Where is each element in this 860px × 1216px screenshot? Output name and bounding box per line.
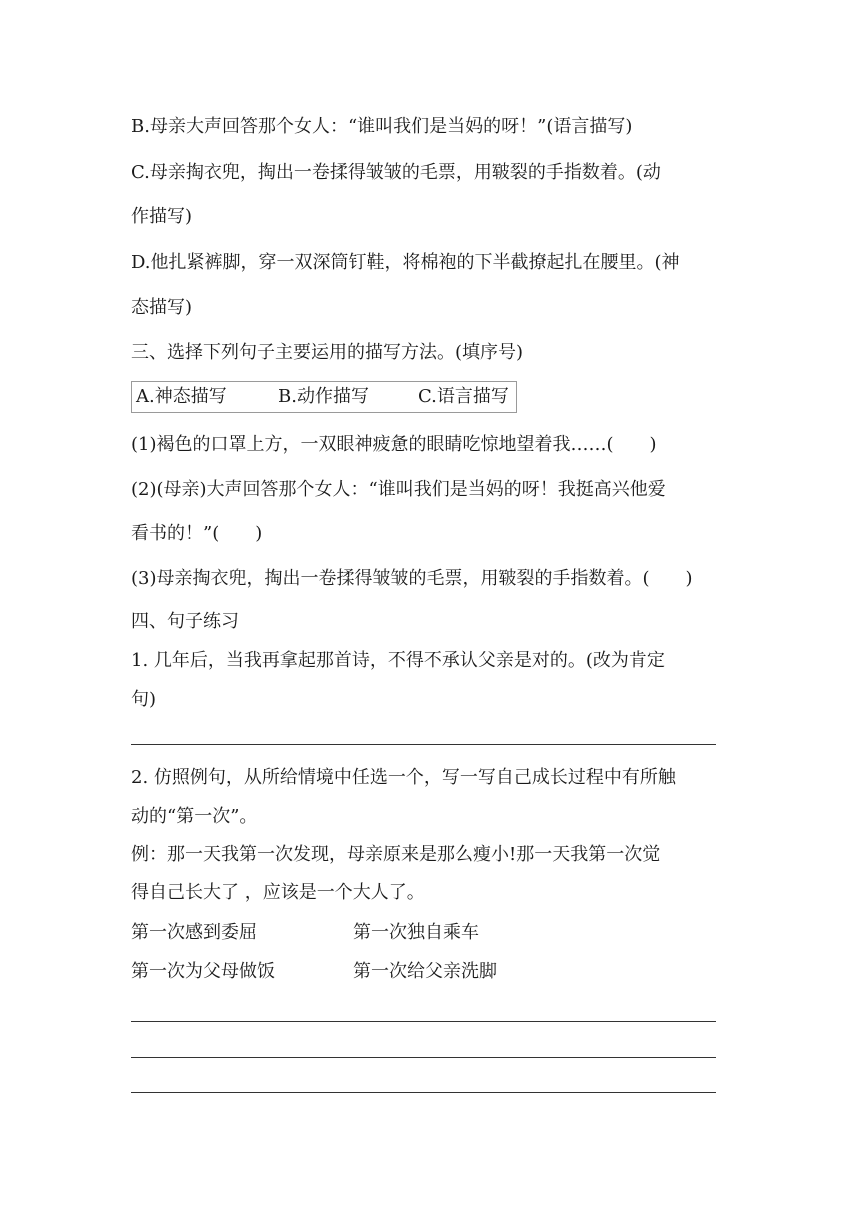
option-c: C.语言描写	[418, 386, 509, 407]
section4-heading: 四、句子练习	[131, 611, 239, 632]
s3-question-1: (1)褐色的口罩上方，一双眼神疲惫的眼睛吃惊地望着我……( )	[131, 434, 657, 455]
option-b: B.动作描写	[278, 386, 369, 407]
s4-question-1-line2: 句)	[131, 689, 157, 710]
option-a: A.神态描写	[136, 386, 227, 407]
situation-3: 第一次为父母做饭	[131, 961, 275, 982]
answer-line-4[interactable]	[131, 1092, 716, 1093]
situation-4: 第一次给父亲洗脚	[353, 961, 497, 982]
answer-line-2[interactable]	[131, 1021, 716, 1022]
answer-line-1[interactable]	[131, 744, 716, 745]
section3-heading: 三、选择下列句子主要运用的描写方法。(填序号)	[131, 342, 524, 363]
answer-line-3[interactable]	[131, 1057, 716, 1058]
s3-question-2-line1: (2)(母亲)大声回答那个女人：“谁叫我们是当妈的呀！我挺高兴他爱	[131, 479, 666, 500]
example-line2: 得自己长大了 ，应该是一个大人了。	[131, 882, 425, 903]
s4-question-2-line2: 动的“第一次”。	[131, 806, 258, 827]
option-c-line2: 作描写)	[131, 206, 193, 227]
example-line1: 例：那一天我第一次发现，母亲原来是那么瘦小!那一天我第一次觉	[131, 844, 661, 865]
option-c-line1: C.母亲掏衣兜，掏出一卷揉得皱皱的毛票，用皲裂的手指数着。(动	[131, 162, 661, 183]
option-d-line2: 态描写)	[131, 297, 193, 318]
option-d-line1: D.他扎紧裤脚，穿一双深筒钉鞋，将棉袍的下半截撩起扎在腰里。(神	[131, 252, 680, 273]
s4-question-1-line1: 1. 几年后，当我再拿起那首诗，不得不承认父亲是对的。(改为肯定	[131, 650, 665, 671]
s4-question-2-line1: 2. 仿照例句，从所给情境中任选一个，写一写自己成长过程中有所触	[131, 767, 676, 788]
options-box	[131, 381, 517, 413]
option-b-line: B.母亲大声回答那个女人：“谁叫我们是当妈的呀！”(语言描写)	[131, 116, 633, 137]
s3-question-2-line2: 看书的！”( )	[131, 523, 263, 544]
situation-1: 第一次感到委屈	[131, 922, 257, 943]
situation-2: 第一次独自乘车	[353, 922, 479, 943]
s3-question-3: (3)母亲掏衣兜，掏出一卷揉得皱皱的毛票，用皲裂的手指数着。( )	[131, 568, 693, 589]
